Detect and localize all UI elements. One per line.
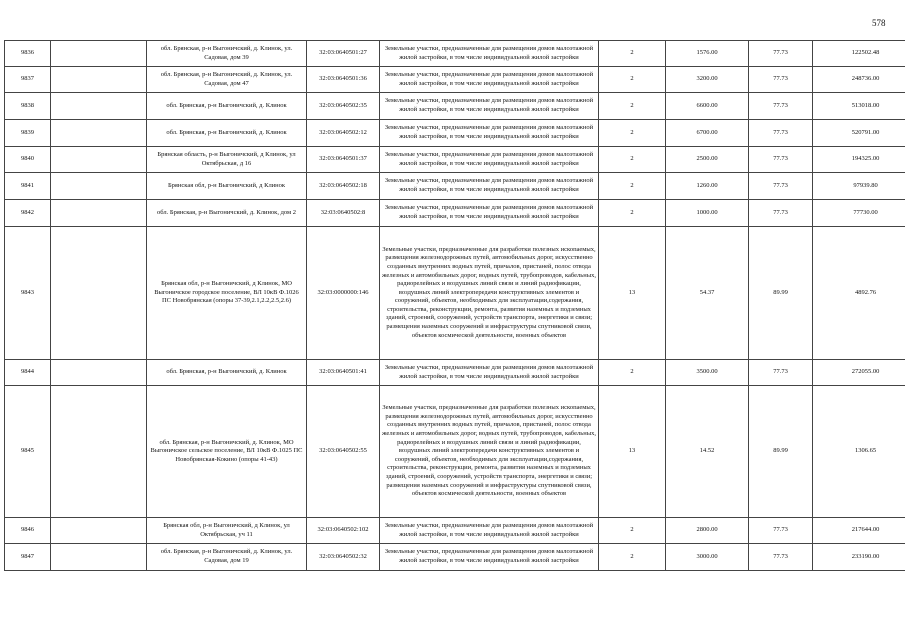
category-cell: 2: [599, 147, 666, 173]
rate-cell: 77.73: [749, 67, 813, 93]
empty-cell: [51, 41, 147, 67]
category-cell: 2: [599, 41, 666, 67]
table-row: [5, 227, 905, 360]
table-row: [5, 360, 905, 386]
row-number: 9842: [5, 200, 51, 227]
cadastral-number-cell: 32:03:0640502:18: [307, 173, 380, 200]
value-cell: 513018.00: [813, 93, 905, 120]
value-cell: 217644.00: [813, 518, 905, 544]
value-cell: 520791.00: [813, 120, 905, 147]
cadastral-number-cell: 32:03:0640501:27: [307, 41, 380, 67]
category-cell: 13: [599, 386, 666, 518]
rate-cell: 77.73: [749, 200, 813, 227]
rate-cell: 77.73: [749, 120, 813, 147]
address-cell: Брянская область, р-н Выгоничский, д Клинок, ул Октябрьская, д 16: [147, 147, 307, 173]
row-number: 9837: [5, 67, 51, 93]
cadastral-number-cell: 32:03:0640502:32: [307, 544, 380, 571]
cadastral-number-cell: 32:03:0640501:41: [307, 360, 380, 386]
category-cell: 2: [599, 120, 666, 147]
rate-cell: 77.73: [749, 518, 813, 544]
row-number: 9843: [5, 227, 51, 360]
address-cell: обл. Брянская, р-н Выгоничский, д. Клинок: [147, 93, 307, 120]
value-cell: 194325.00: [813, 147, 905, 173]
area-cell: 2500.00: [666, 147, 749, 173]
rate-cell: 77.73: [749, 41, 813, 67]
table-row: [5, 93, 905, 120]
rate-cell: 77.73: [749, 93, 813, 120]
cadastral-number-cell: 32:03:0640501:37: [307, 147, 380, 173]
row-number: 9846: [5, 518, 51, 544]
row-number: 9840: [5, 147, 51, 173]
category-cell: 2: [599, 360, 666, 386]
empty-cell: [51, 360, 147, 386]
address-cell: Брянская обл, р-н Выгоничский, д Клинок, МО Выгоничское городское поселение, ВЛ 10кВ Ф.1026 ПС Новобрянская (опоры 37-39,2.1,2.2,2.5,2.6): [147, 227, 307, 360]
row-number: 9836: [5, 41, 51, 67]
cadastral-number-cell: 32:03:0000000:146: [307, 227, 380, 360]
land-use-cell: Земельные участки, предназначенные для размещения домов малоэтажной жилой застройки, в том числе индивидуальной жилой застройки: [380, 120, 599, 147]
value-cell: 1306.65: [813, 386, 905, 518]
row-number: 9844: [5, 360, 51, 386]
land-use-cell: Земельные участки, предназначенные для размещения домов малоэтажной жилой застройки, в том числе индивидуальной жилой застройки: [380, 147, 599, 173]
category-cell: 2: [599, 200, 666, 227]
land-registry-table: [4, 40, 905, 571]
cadastral-number-cell: 32:03:0640502:55: [307, 386, 380, 518]
address-cell: обл. Брянская, р-н Выгоничский, д. Клинок: [147, 120, 307, 147]
land-use-cell: Земельные участки, предназначенные для размещения домов малоэтажной жилой застройки, в том числе индивидуальной жилой застройки: [380, 200, 599, 227]
empty-cell: [51, 386, 147, 518]
value-cell: 4892.76: [813, 227, 905, 360]
land-use-cell: Земельные участки, предназначенные для разработки полезных ископаемых, размещения железнодорожных путей, автомобильных дорог, искусственно созданных внутренних водных путей, причалов, пристаней, полос отвода железных и автомобильных дорог, водных путей, трубопроводов, кабельных, радиорелейных и воздушных линий связи и линий радиофикации, воздушных линий электропередачи конструктивных элементов и сооружений, объектов, необходимых для эксплуатации,содержания, строительства, реконструкции, ремонта, развития наземных и подземных зданий, строений, сооружений, устройств транспорта, энергетики и связи; размещения наземных сооружений и инфраструктуры спутниковой связи, объектов космической деятельности, военных объектов: [380, 227, 599, 360]
table-row: [5, 67, 905, 93]
rate-cell: 77.73: [749, 147, 813, 173]
value-cell: 248736.00: [813, 67, 905, 93]
table-row: [5, 544, 905, 571]
address-cell: обл. Брянская, р-н Выгоничский, д. Клинок, дом 2: [147, 200, 307, 227]
empty-cell: [51, 67, 147, 93]
land-use-cell: Земельные участки, предназначенные для размещения домов малоэтажной жилой застройки, в том числе индивидуальной жилой застройки: [380, 518, 599, 544]
row-number: 9839: [5, 120, 51, 147]
land-use-cell: Земельные участки, предназначенные для размещения домов малоэтажной жилой застройки, в том числе индивидуальной жилой застройки: [380, 544, 599, 571]
table-row: [5, 120, 905, 147]
land-use-cell: Земельные участки, предназначенные для размещения домов малоэтажной жилой застройки, в том числе индивидуальной жилой застройки: [380, 93, 599, 120]
cadastral-number-cell: 32:03:0640502:35: [307, 93, 380, 120]
empty-cell: [51, 227, 147, 360]
empty-cell: [51, 518, 147, 544]
address-cell: обл. Брянская, р-н Выгоничский, д. Клинок, ул. Садовая, дом 39: [147, 41, 307, 67]
address-cell: обл. Брянская, р-н Выгоничский, д. Клинок, ул. Садовая, дом 19: [147, 544, 307, 571]
table-row: [5, 41, 905, 67]
rate-cell: 77.73: [749, 544, 813, 571]
address-cell: обл. Брянская, р-н Выгоничский, д. Клинок: [147, 360, 307, 386]
category-cell: 2: [599, 544, 666, 571]
value-cell: 122502.48: [813, 41, 905, 67]
land-use-cell: Земельные участки, предназначенные для размещения домов малоэтажной жилой застройки, в том числе индивидуальной жилой застройки: [380, 173, 599, 200]
rate-cell: 77.73: [749, 173, 813, 200]
cadastral-number-cell: 32:03:0640502:102: [307, 518, 380, 544]
land-use-cell: Земельные участки, предназначенные для размещения домов малоэтажной жилой застройки, в том числе индивидуальной жилой застройки: [380, 41, 599, 67]
category-cell: 2: [599, 67, 666, 93]
address-cell: обл. Брянская, р-н Выгоничский, д. Клинок, ул. Садовая, дом 47: [147, 67, 307, 93]
row-number: 9838: [5, 93, 51, 120]
category-cell: 2: [599, 93, 666, 120]
category-cell: 13: [599, 227, 666, 360]
cadastral-number-cell: 32:03:0640502:8: [307, 200, 380, 227]
area-cell: 1260.00: [666, 173, 749, 200]
row-number: 9847: [5, 544, 51, 571]
area-cell: 1576.00: [666, 41, 749, 67]
area-cell: 1000.00: [666, 200, 749, 227]
area-cell: 3000.00: [666, 544, 749, 571]
page-number: 578: [872, 18, 886, 28]
address-cell: Брянская обл, р-н Выгоничский, д Клинок: [147, 173, 307, 200]
land-use-cell: Земельные участки, предназначенные для размещения домов малоэтажной жилой застройки, в том числе индивидуальной жилой застройки: [380, 360, 599, 386]
value-cell: 97939.80: [813, 173, 905, 200]
rate-cell: 89.99: [749, 227, 813, 360]
table-row: [5, 386, 905, 518]
empty-cell: [51, 173, 147, 200]
value-cell: 233190.00: [813, 544, 905, 571]
value-cell: 272055.00: [813, 360, 905, 386]
land-use-cell: Земельные участки, предназначенные для разработки полезных ископаемых, размещения железнодорожных путей, автомобильных дорог, искусственно созданных внутренних водных путей, причалов, пристаней, полос отвода железных и автомобильных дорог, водных путей, трубопроводов, кабельных, радиорелейных и воздушных линий связи и линий радиофикации, воздушных линий электропередачи конструктивных элементов и сооружений, объектов, необходимых для эксплуатации,содержания, строительства, реконструкции, ремонта, развития наземных и подземных зданий, строений, сооружений, устройств транспорта, энергетики и связи; размещения наземных сооружений и инфраструктуры спутниковой связи, объектов космической деятельности, военных объектов: [380, 386, 599, 518]
rate-cell: 77.73: [749, 360, 813, 386]
cadastral-number-cell: 32:03:0640501:36: [307, 67, 380, 93]
category-cell: 2: [599, 173, 666, 200]
area-cell: 6700.00: [666, 120, 749, 147]
land-use-cell: Земельные участки, предназначенные для размещения домов малоэтажной жилой застройки, в том числе индивидуальной жилой застройки: [380, 67, 599, 93]
empty-cell: [51, 120, 147, 147]
area-cell: 3500.00: [666, 360, 749, 386]
area-cell: 6600.00: [666, 93, 749, 120]
empty-cell: [51, 93, 147, 120]
empty-cell: [51, 544, 147, 571]
table-row: [5, 200, 905, 227]
value-cell: 77730.00: [813, 200, 905, 227]
empty-cell: [51, 200, 147, 227]
area-cell: 2800.00: [666, 518, 749, 544]
cadastral-number-cell: 32:03:0640502:12: [307, 120, 380, 147]
table-row: [5, 173, 905, 200]
area-cell: 14.52: [666, 386, 749, 518]
address-cell: Брянская обл, р-н Выгоничский, д Клинок, ул Октябрьская, уч 11: [147, 518, 307, 544]
rate-cell: 89.99: [749, 386, 813, 518]
area-cell: 54.37: [666, 227, 749, 360]
address-cell: обл. Брянская, р-н Выгоничский, д. Клинок, МО Выгоничское сельское поселение, ВЛ 10кВ Ф.1025 ПС Новобрянская-Кокино (опоры 41-43): [147, 386, 307, 518]
table-row: [5, 518, 905, 544]
row-number: 9841: [5, 173, 51, 200]
empty-cell: [51, 147, 147, 173]
area-cell: 3200.00: [666, 67, 749, 93]
row-number: 9845: [5, 386, 51, 518]
table-row: [5, 147, 905, 173]
category-cell: 2: [599, 518, 666, 544]
